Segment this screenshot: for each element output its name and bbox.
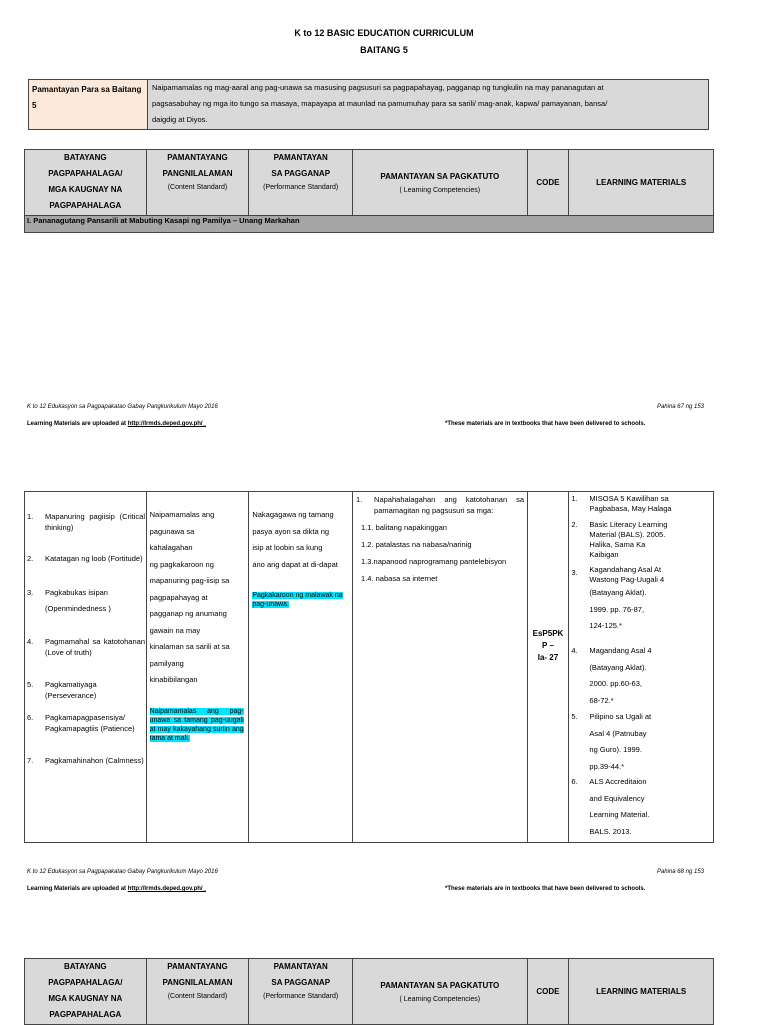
footer-note: *These materials are in textbooks that have been delivered to schools. <box>445 421 646 427</box>
header-values <box>25 959 147 1024</box>
header-learning-competencies <box>353 150 527 215</box>
grade-standard-text <box>148 80 708 129</box>
list-item: 1. MISOSA 5 Kawilihan sa Pagbabasa, May Halaga <box>571 494 672 513</box>
header-code: CODE <box>528 959 570 1024</box>
list-item: 6. ALS Accreditaion and Equivalency Learning Material. BALS. 2013. <box>571 777 650 836</box>
sub-competency: 1.3.napanood naprogramang pantelebisyon <box>361 557 507 566</box>
performance-standard-column: Nakagagawa ng tamang pasya ayon sa dikta ng isip at loobin sa kung ano ang dapat at di-dapat Pagkakaroon ng malawak na pag-unawa. <box>249 492 353 842</box>
competency-code: EsP5PK P – Ia- 27 <box>532 629 564 662</box>
footer-page-number: Pahina 68 ng 153 <box>656 869 704 875</box>
header-line: MGA KAUGNAY NA <box>48 185 123 194</box>
header-line: PAMANTAYANG <box>167 153 228 162</box>
list-item: 2. Katatagan ng loob (Fortitude) <box>27 554 143 563</box>
header-code: CODE <box>528 150 570 215</box>
lrmds-link[interactable]: http://lrmds.deped.gov.ph/_ <box>127 886 206 892</box>
header-values <box>25 150 147 215</box>
materials-column <box>569 492 713 842</box>
header-line: PAMANTAYAN <box>273 153 328 162</box>
footer-doc-title: K to 12 Edukasyon sa Pagpapakatao Gabay Pangkurikulum Mayo 2016 <box>27 404 218 410</box>
footer-page-number: Pahina 67 ng 153 <box>656 404 704 410</box>
header-line: PAGPAPAHALAGA/ <box>48 169 123 178</box>
list-item: 3. Pagkabukas isipan (Openmindedness ) <box>27 588 111 613</box>
curriculum-title: K to 12 BASIC EDUCATION CURRICULUM <box>294 28 474 38</box>
table-header <box>24 149 714 216</box>
footer-doc-title: K to 12 Edukasyon sa Pagpapakatao Gabay Pangkurikulum Mayo 2016 <box>27 869 218 875</box>
header-sub: ( Learning Competencies) <box>399 186 481 194</box>
values-column <box>25 492 147 842</box>
header-line: PAMANTAYANG <box>167 962 228 971</box>
header-line: SA PAGGANAP <box>271 169 331 178</box>
header-learning-competencies <box>353 959 527 1024</box>
standard-line: daigdig at Diyos. <box>152 115 208 124</box>
footer-uploaded <box>27 886 206 892</box>
grade-standard-label: Pamantayan Para sa Baitang 5 <box>29 80 148 129</box>
uploaded-prefix: Learning Materials are uploaded at <box>27 421 128 427</box>
highlighted-text: Naipamamalas ang pag-unawa sa tamang pag-uugali at may kakayahang suriin ang tama at mali. <box>149 708 244 742</box>
table-header <box>24 958 714 1025</box>
list-item: 7. Pagkamahinahon (Calmness) <box>27 756 144 765</box>
header-line: PAGPAPAHALAGA/ <box>48 978 123 987</box>
footer-uploaded <box>27 421 206 427</box>
list-item: 5. Pilipino sa Ugali at Asal 4 (Patnubay ng Guro). 1999. pp.39-44.* <box>571 712 652 771</box>
list-item: 6. Pagkamapagpasensiya/ Pagkamapagtiis (Patience) <box>27 713 135 733</box>
lrmds-link[interactable]: http://lrmds.deped.gov.ph/_ <box>127 421 206 427</box>
header-sub: (Content Standard) <box>167 184 228 191</box>
section-row: I. Pananagutang Pansarili at Mabuting Kasapi ng Pamilya – Unang Markahan <box>24 215 714 233</box>
header-line: BATAYANG <box>63 962 107 971</box>
header-line: PAGPAPAHALAGA <box>49 1010 122 1019</box>
footer-note: *These materials are in textbooks that have been delivered to schools. <box>445 886 646 892</box>
header-learning-materials: LEARNING MATERIALS <box>596 177 687 187</box>
grade-standard-box <box>28 79 709 130</box>
header-learning-materials: LEARNING MATERIALS <box>596 986 687 996</box>
competency-column <box>353 492 527 842</box>
header-content-standard <box>147 150 250 215</box>
header-sub: ( Learning Competencies) <box>399 995 481 1003</box>
header-line: SA PAGGANAP <box>271 978 331 987</box>
code-column <box>528 492 570 842</box>
grade-title: BAITANG 5 <box>360 45 408 55</box>
header-content-standard <box>147 959 250 1024</box>
header-sub: (Performance Standard) <box>263 184 339 191</box>
content-standard-column: Naipamamalas ang pagunawa sa kahalagahan ng pagkakaroon ng mapanuring pag-iisip sa pagpapahayag at pagganap ng anumang gawain na may kinalaman sa sarili at sa pamilyang kinabibilangan Naipamamalas ang pag-unawa sa tamang pag-uugali at may kakayahang suriin ang tama at mali. <box>147 492 250 842</box>
header-line: PAMANTAYAN <box>273 962 328 971</box>
content-table <box>24 491 714 843</box>
list-item: 5. Pagkamatiyaga (Perseverance) <box>27 680 97 700</box>
list-item: 4. Magandang Asal 4 (Batayang Aklat). 2000. pp.60-63, 68-72.* <box>571 646 652 705</box>
header-line: MGA KAUGNAY NA <box>48 994 123 1003</box>
list-item: 1. Napahahalagahan ang katotohanan sa pamamagitan ng pagsusuri sa mga: <box>356 495 525 515</box>
header-sub: (Performance Standard) <box>263 993 339 1000</box>
standard-line: Naipamamalas ng mag-aaral ang pag-unawa sa masusing pagsusuri sa pagpapahayag, pagganap ng tungkulin na may pananagutan at <box>152 83 604 92</box>
sub-competency: 1.1. balitang napakinggan <box>361 523 447 532</box>
header-line: PAGPAPAHALAGA <box>49 201 122 210</box>
header-performance-standard <box>249 150 353 215</box>
uploaded-prefix: Learning Materials are uploaded at <box>27 886 128 892</box>
list-item: 1. Mapanuring pagiisip (Critical thinking) <box>27 512 145 532</box>
header-line: PANGNILALAMAN <box>162 978 233 987</box>
header-line: PANGNILALAMAN <box>162 169 233 178</box>
sub-competency: 1.4. nabasa sa internet <box>361 574 438 583</box>
list-item: 4. Pagmamahal sa katotohanan (Love of truth) <box>27 637 145 657</box>
sub-competency: 1.2. patalastas na nabasa/narinig <box>361 540 472 549</box>
highlighted-text: Pagkakaroon ng malawak na pag-unawa. <box>252 592 343 608</box>
header-sub: (Content Standard) <box>167 993 228 1000</box>
header-line: PAMANTAYAN SA PAGKATUTO <box>380 980 500 990</box>
header-line: BATAYANG <box>63 153 107 162</box>
header-line: PAMANTAYAN SA PAGKATUTO <box>380 171 500 181</box>
list-item: 2. Basic Literacy Learning Material (BALS). 2005. Halika, Sama Ka Kaibigan <box>571 520 668 559</box>
list-item: 3. Kagandahang Asal At Wastong Pag-Uugali 4 (Batayang Aklat). 1999. pp. 76-87, 124-125.* <box>571 565 665 630</box>
header-performance-standard <box>249 959 353 1024</box>
standard-line: pagsasabuhay ng mga ito tungo sa masaya, mapayapa at maunlad na pamumuhay para sa sarili/ mag-anak, kapwa/ pamayanan, bansa/ <box>152 99 608 108</box>
